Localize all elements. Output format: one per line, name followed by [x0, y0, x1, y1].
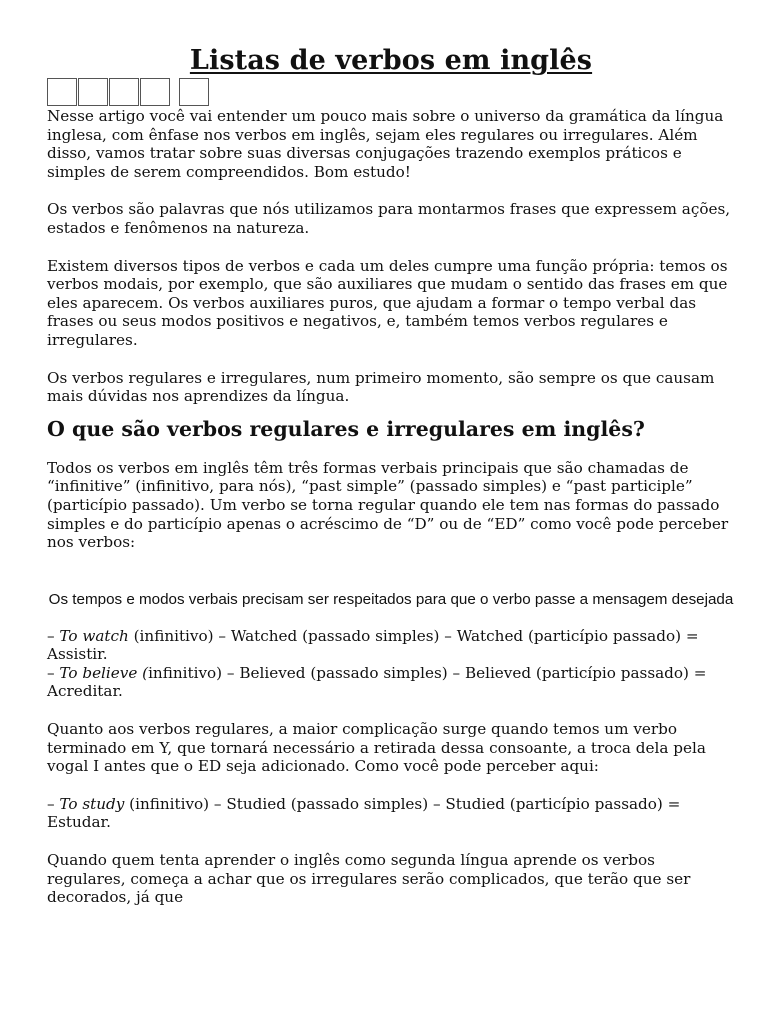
example-study	[47, 795, 735, 832]
share-box-1[interactable]	[47, 78, 77, 106]
paragraph-y-ending: Quanto aos verbos regulares, a maior complicação surge quando temos um verbo terminado em Y, que tornará necessário a retirada dessa consoante, a troca dela pela vogal I antes que o ED seja adicionado. Como você pode perceber aqui:	[47, 720, 706, 776]
image-caption: Os tempos e modos verbais precisam ser respeitados para que o verbo passe a mensagem desejada	[48, 590, 734, 608]
example-dash: –	[47, 663, 60, 682]
page-title: Listas de verbos em inglês	[189, 45, 593, 76]
share-box-3[interactable]	[109, 78, 139, 106]
example-believe	[47, 664, 735, 701]
section-heading: O que são verbos regulares e irregulares em inglês?	[47, 416, 645, 441]
document-page	[47, 44, 735, 907]
example-dash: –	[47, 626, 60, 645]
example-forms: (infinitivo) – Watched (passado simples) – Watched (particípio passado) = Assistir.	[47, 626, 699, 664]
example-verb: To watch	[59, 626, 129, 645]
paragraph-verbs-definition: Os verbos são palavras que nós utilizamos para montarmos frases que expressem ações, estados e fenômenos na natureza.	[47, 200, 731, 237]
intro-paragraph: Nesse artigo você vai entender um pouco mais sobre o universo da gramática da língua inglesa, com ênfase nos verbos em inglês, sejam eles regulares ou irregulares. Além disso, vamos tratar sobre suas diversas conjugações trazendo exemplos práticos e simples de serem compreendidos. Bom estudo!	[47, 107, 724, 181]
share-box-5[interactable]	[179, 78, 209, 106]
share-box-4[interactable]	[140, 78, 170, 106]
paragraph-irregular: Quando quem tenta aprender o inglês como segunda língua aprende os verbos regulares, começa a achar que os irregulares serão complicados, que terão que ser decorados, já que	[47, 851, 691, 907]
example-forms: infinitivo) – Believed (passado simples) – Believed (particípio passado) = Acreditar.	[47, 663, 707, 701]
example-dash: –	[47, 794, 60, 813]
paragraph-verb-forms: Todos os verbos em inglês têm três formas verbais principais que são chamadas de “infinitive” (infinitivo, para nós), “past simple” (passado simples) e “past participle” (particípio passado). Um verbo se torna regular quando ele tem nas formas do passado simples e do particípio apenas o acréscimo de “D” ou de “ED” como você pode perceber nos verbos:	[47, 458, 729, 552]
paragraph-verb-types: Existem diversos tipos de verbos e cada um deles cumpre uma função própria: temos os verbos modais, por exemplo, que são auxiliares que mudam o sentido das frases em que eles aparecem. Os verbos auxiliares puros, que ajudam a formar o tempo verbal das frases ou seus modos positivos e negativos, e, também temos verbos regulares e irregulares.	[47, 256, 728, 349]
example-verb: To believe (	[59, 663, 149, 682]
paragraph-doubts: Os verbos regulares e irregulares, num primeiro momento, são sempre os que causam mais dúvidas nos aprendizes da língua.	[47, 368, 715, 406]
example-forms: (infinitivo) – Studied (passado simples) – Studied (particípio passado) = Estudar.	[47, 794, 681, 832]
example-watch	[47, 627, 735, 664]
share-box-2[interactable]	[78, 78, 108, 106]
example-verb: To study	[59, 794, 125, 813]
share-box-row	[47, 78, 735, 107]
